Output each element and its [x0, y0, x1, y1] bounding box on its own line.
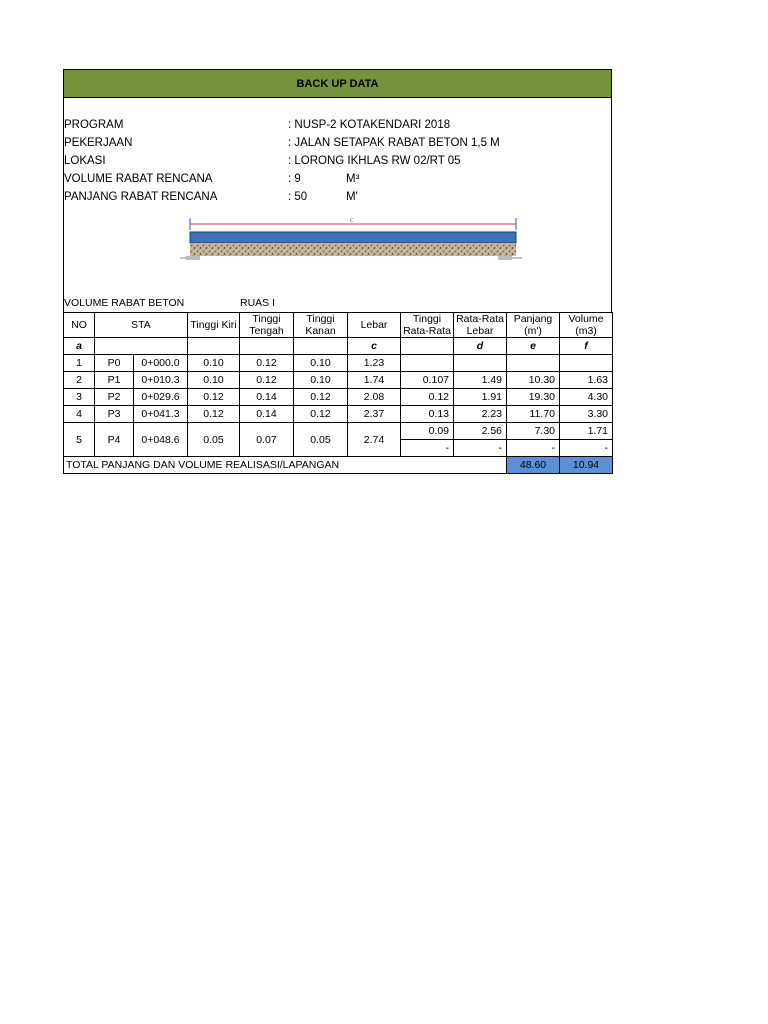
- table-header-row: [64, 313, 613, 338]
- segment-tinggi: 0.12: [401, 389, 454, 406]
- segment-volume: 4.30: [560, 389, 613, 406]
- table-row: 2 P1 0+010.3 0.10 0.12 0.10 1.74: [64, 372, 613, 389]
- segment-tinggi: 0.107: [401, 372, 454, 389]
- info-value-volume: : 9: [288, 173, 301, 185]
- table-row: 1 P0 0+000.0 0.10 0.12 0.10 1.23: [64, 355, 613, 372]
- header-sta: STA: [95, 313, 188, 338]
- ruas-label: RUAS I: [240, 297, 276, 309]
- dash-cell: -: [454, 440, 507, 457]
- header-tinggi-kanan: Tinggi Kanan: [294, 313, 348, 338]
- info-label-lokasi: LOKASI: [64, 155, 106, 167]
- info-unit-panjang: M': [346, 191, 358, 203]
- segment-rata-lebar: 2.56: [454, 423, 507, 440]
- segment-panjang: 19.30: [507, 389, 560, 406]
- letter-e: e: [507, 338, 560, 355]
- section-label: VOLUME RABAT BETON: [64, 297, 185, 309]
- header-volume: Volume (m3): [560, 313, 613, 338]
- segment-volume: 1.71: [560, 423, 613, 440]
- letter-f: f: [560, 338, 613, 355]
- info-value-lokasi: : LORONG IKHLAS RW 02/RT 05: [288, 155, 461, 167]
- header-tinggi-kiri: Tinggi Kiri: [188, 313, 240, 338]
- segment-tinggi: 0.13: [401, 406, 454, 423]
- header-tinggi-tengah: Tinggi Tengah: [240, 313, 294, 338]
- title-bar: [63, 69, 612, 98]
- total-volume: 10.94: [560, 457, 613, 474]
- diagram-label: c: [350, 215, 354, 224]
- info-value-program: : NUSP-2 KOTAKENDARI 2018: [288, 119, 451, 131]
- total-label: TOTAL PANJANG DAN VOLUME REALISASI/LAPANGAN: [64, 457, 507, 474]
- header-lebar: Lebar: [348, 313, 401, 338]
- info-unit-volume: M³: [346, 173, 360, 185]
- info-value-pekerjaan: : JALAN SETAPAK RABAT BETON 1,5 M: [288, 137, 500, 149]
- letter-a: a: [64, 338, 95, 355]
- rabat-cross-section-diagram: [178, 214, 536, 266]
- info-value-panjang: : 50: [288, 191, 308, 203]
- dash-cell: -: [560, 440, 613, 457]
- segment-panjang: 10.30: [507, 372, 560, 389]
- volume-table: [63, 312, 613, 474]
- info-label-program: PROGRAM: [64, 119, 124, 131]
- segment-rata-lebar: 1.49: [454, 372, 507, 389]
- info-label-volume: VOLUME RABAT RENCANA: [64, 173, 213, 185]
- segment-panjang: 7.30: [507, 423, 560, 440]
- segment-rata-lebar: 2.23: [454, 406, 507, 423]
- header-panjang: Panjang (m'): [507, 313, 560, 338]
- page-title: BACK UP DATA: [296, 77, 379, 90]
- dash-cell: -: [507, 440, 560, 457]
- letter-d: d: [454, 338, 507, 355]
- header-rata-lebar: Rata-Rata Lebar: [454, 313, 507, 338]
- dash-cell: -: [401, 440, 454, 457]
- segment-volume: 3.30: [560, 406, 613, 423]
- table-row: 3 P2 0+029.6 0.12 0.14 0.12 2.08: [64, 389, 613, 406]
- segment-panjang: 11.70: [507, 406, 560, 423]
- total-row: [64, 457, 613, 474]
- total-panjang: 48.60: [507, 457, 560, 474]
- table-row: 5 P4 0+048.6 0.05 0.07 0.05 2.74: [64, 423, 613, 440]
- segment-rata-lebar: 1.91: [454, 389, 507, 406]
- letter-row: [64, 338, 613, 355]
- segment-tinggi: 0.09: [401, 423, 454, 440]
- header-tinggi-rata: Tinggi Rata-Rata: [401, 313, 454, 338]
- table-row: 4 P3 0+041.3 0.12 0.14 0.12 2.37: [64, 406, 613, 423]
- segment-volume: 1.63: [560, 372, 613, 389]
- info-label-pekerjaan: PEKERJAAN: [64, 137, 133, 149]
- info-label-panjang: PANJANG RABAT RENCANA: [64, 191, 218, 203]
- header-no: NO: [64, 313, 95, 338]
- letter-c: c: [348, 338, 401, 355]
